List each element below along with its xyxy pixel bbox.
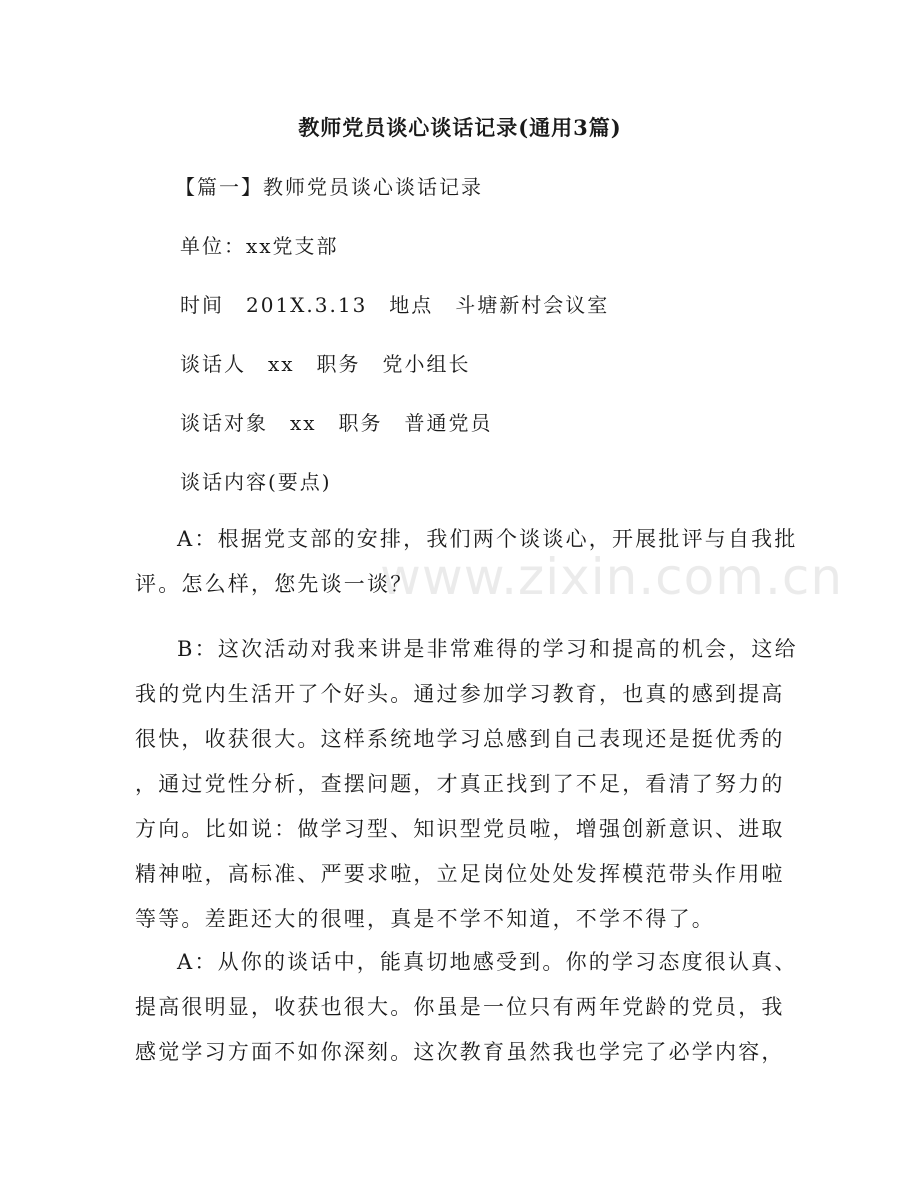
paragraph-line: 精神啦，高标准、严要求啦，立足岗位处处发挥模范带头作用啦 — [135, 862, 785, 886]
section-heading: 【篇一】教师党员谈心谈话记录 — [175, 175, 483, 199]
paragraph-line: 感觉学习方面不如你深刻。这次教育虽然我也学完了必学内容， — [135, 1040, 785, 1064]
document-title: 教师党员谈心谈话记录(通用3篇) — [298, 115, 622, 140]
paragraph-a2 — [135, 940, 798, 1075]
info-time-place: 时间 201X.3.13 地点 斗塘新村会议室 — [180, 293, 610, 317]
paragraph-line: ，通过党性分析，查摆问题，才真正找到了不足，看清了努力的 — [135, 772, 785, 796]
paragraph-a1 — [135, 517, 798, 607]
paragraph-line: 等等。差距还大的很哩，真是不学不知道，不学不得了。 — [135, 907, 715, 931]
paragraph-line: A：根据党支部的安排，我们两个谈谈心，开展批评与自我批 — [177, 527, 798, 551]
info-content-heading: 谈话内容(要点) — [180, 470, 332, 494]
info-speaker: 谈话人 xx 职务 党小组长 — [180, 352, 471, 376]
paragraph-line: 提高很明显，收获也很大。你虽是一位只有两年党龄的党员，我 — [135, 995, 785, 1019]
paragraph-line: B：这次活动对我来讲是非常难得的学习和提高的机会，这给 — [177, 637, 798, 661]
paragraph-line: 很快，收获很大。这样系统地学习总感到自己表现还是挺优秀的 — [135, 727, 785, 751]
paragraph-b1 — [135, 627, 798, 942]
watermark: www.zixin.com.cn — [380, 548, 844, 606]
paragraph-line: 评。怎么样，您先谈一谈？ — [135, 572, 414, 596]
paragraph-line: 方向。比如说：做学习型、知识型党员啦，增强创新意识、进取 — [135, 817, 785, 841]
paragraph-line: A：从你的谈话中，能真切地感受到。你的学习态度很认真、 — [177, 950, 798, 974]
paragraph-line: 我的党内生活开了个好头。通过参加学习教育，也真的感到提高 — [135, 682, 785, 706]
info-interviewee: 谈话对象 xx 职务 普通党员 — [180, 411, 493, 435]
info-unit: 单位：xx党支部 — [180, 234, 339, 258]
